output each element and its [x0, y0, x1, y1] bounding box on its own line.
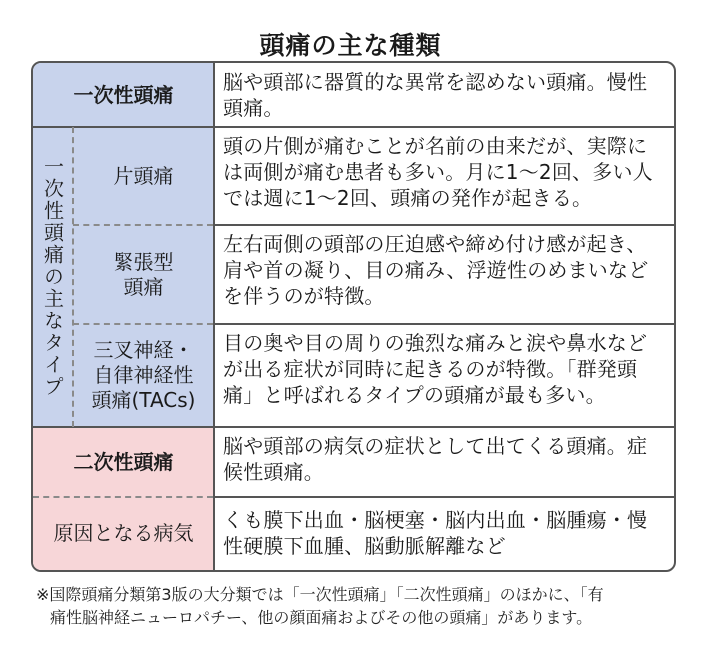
- primary-label: 一次性頭痛: [73, 82, 174, 107]
- row-divider: [33, 126, 674, 128]
- row-divider: [33, 426, 674, 428]
- causes-label: 原因となる病気: [53, 521, 194, 545]
- headache-types-table: [31, 61, 676, 572]
- dashed-divider: [73, 224, 213, 226]
- column-divider: [213, 63, 215, 570]
- type-tacs-label: [73, 324, 214, 427]
- secondary-label: 二次性頭痛: [73, 449, 174, 474]
- primary-desc: 脳や頭部に器質的な異常を認めない頭痛。慢性頭痛。: [223, 70, 648, 120]
- dashed-divider: [72, 127, 74, 427]
- row-divider: [214, 496, 674, 498]
- type-tacs-desc: 目の奥や目の周りの強烈な痛みと涙や鼻水などが出る症状が同時に起きるのが特徴。「群発頭痛」と呼ばれるタイプの頭痛が最も多い。: [223, 331, 648, 407]
- type-tension-label-line: 頭痛: [123, 274, 164, 299]
- row-divider: [214, 224, 674, 226]
- primary-types-heading: 一次性頭痛の主なタイプ: [40, 156, 65, 398]
- causes-desc: くも膜下出血・脳梗塞・脳内出血・脳腫瘍・慢性硬膜下血腫、脳動脈解離など: [223, 508, 648, 558]
- type-tacs-label-line: 頭痛(TACs): [91, 388, 196, 412]
- type-tension-label-line: 緊張型: [113, 249, 174, 274]
- type-tacs-label-line: 自律神経性: [93, 363, 194, 387]
- footnote-line: 痛性脳神経ニューロパチー、他の顔面痛およびその他の頭痛」があります。: [50, 608, 593, 627]
- footnote-line: ※国際頭痛分類第3版の大分類では「一次性頭痛」「二次性頭痛」のほかに、「有: [36, 585, 604, 604]
- page-title: 頭痛の主な種類: [259, 31, 442, 60]
- dashed-divider: [33, 496, 213, 498]
- dashed-divider: [73, 323, 213, 325]
- type-tension-desc: 左右両側の頭部の圧迫感や締め付け感が起き、肩や首の凝り、目の痛み、浮遊性のめまいなどを伴うのが特徴。: [223, 232, 649, 308]
- footnote: [36, 583, 676, 629]
- row-divider: [214, 323, 674, 325]
- type-tension-label: [73, 225, 214, 324]
- type-tacs-label-line: 三叉神経・: [93, 338, 194, 362]
- type-migraine-desc: 頭の片側が痛むことが名前の由来だが、実際には両側が痛む患者も多い。月に1〜2回、多い人では週に1〜2回、頭痛の発作が起きる。: [223, 134, 653, 210]
- secondary-desc: 脳や頭部の病気の症状として出てくる頭痛。症候性頭痛。: [223, 434, 648, 484]
- type-migraine-label: 片頭痛: [113, 163, 174, 188]
